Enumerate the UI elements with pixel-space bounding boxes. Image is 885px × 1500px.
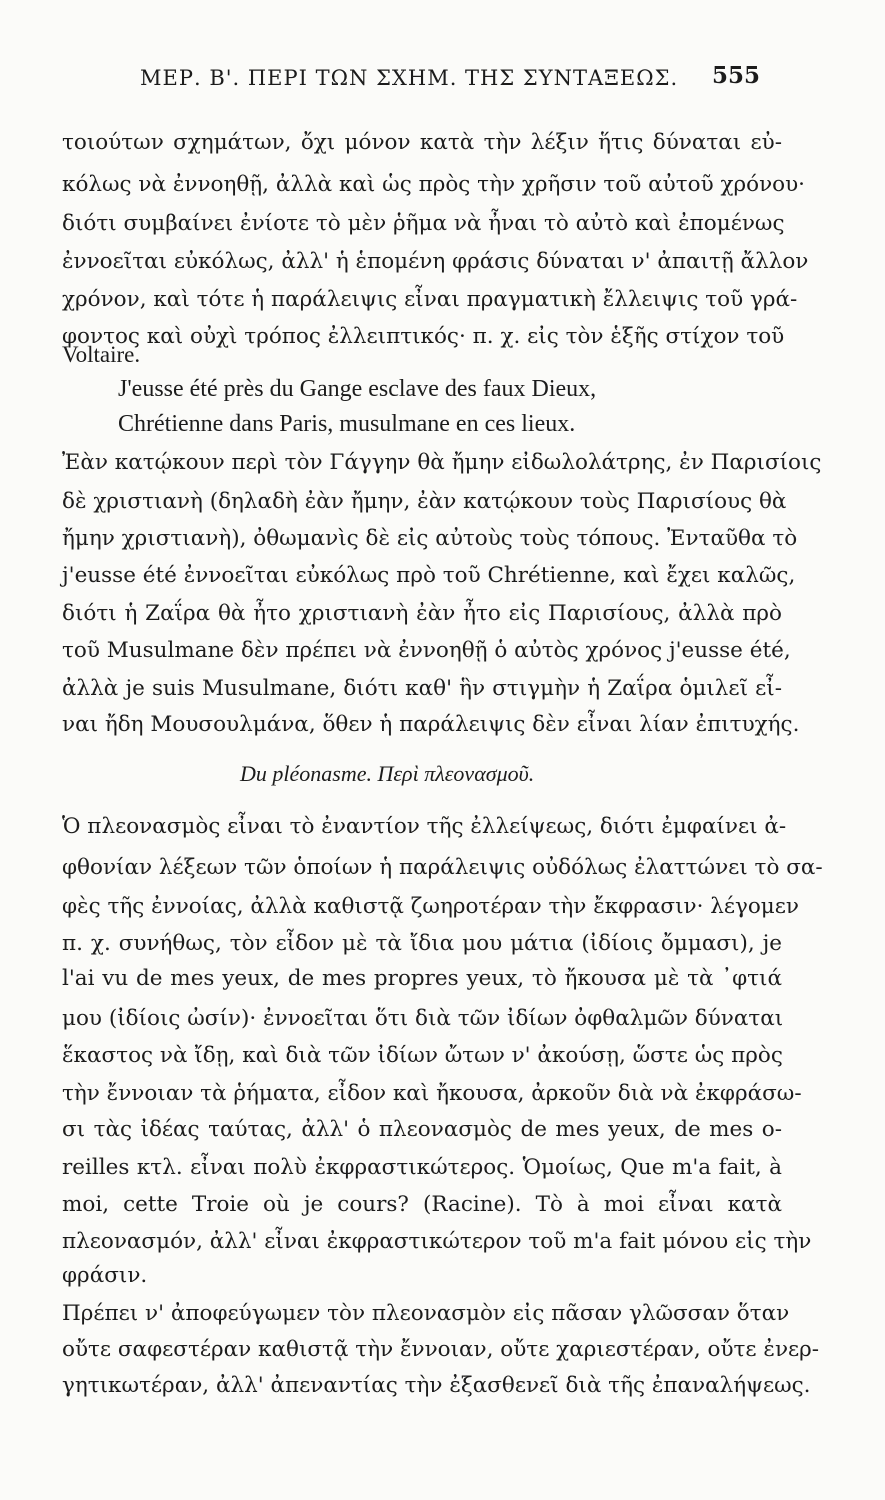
verse-line-2: Chrétienne dans Paris, musulmane en ces lieux. — [118, 411, 576, 437]
text-line: π. χ. συνήθως, τὸν εἶδον μὲ τὰ ἴδια μου μάτια (ἰδίοις ὄμμασι), je — [62, 931, 782, 956]
text-line: διότι ἡ Ζαΐρα θὰ ἦτο χριστιανὴ ἐὰν ἦτο εἰς Παρισίους, ἀλλὰ πρὸ — [62, 601, 782, 626]
text-line: Ὁ πλεονασμὸς εἶναι τὸ ἐναντίον τῆς ἐλλείψεως, διότι ἐμφαίνει ἀ- — [62, 814, 787, 839]
text-line: φοντος καὶ οὐχὶ τρόπος ἐλλειπτικός· π. χ. εἰς τὸν ἑξῆς στίχον τοῦ — [62, 324, 785, 349]
text-line: Voltaire. — [62, 342, 141, 367]
verse-line-1: J'eusse été près du Gange esclave des faux Dieux, — [118, 376, 597, 402]
text-line: Πρέπει ν' ἀποφεύγωμεν τὸν πλεονασμὸν εἰς πᾶσαν γλῶσσαν ὅταν — [62, 1301, 790, 1326]
section-heading: Du pléonasme. Περὶ πλεονασμοῦ. — [240, 761, 535, 786]
text-line: τὴν ἔννοιαν τὰ ῥήματα, εἶδον καὶ ἤκουσα, ἀρκοῦν διὰ νὰ ἐκφράσω- — [62, 1081, 802, 1106]
text-line: j'eusse été ἐννοεῖται εὐκόλως πρὸ τοῦ Chrétienne, καὶ ἔχει καλῶς, — [62, 563, 796, 588]
text-line: δὲ χριστιανὴ (δηλαδὴ ἐὰν ἤμην, ἐὰν κατῴκουν τοὺς Παρισίους θὰ — [62, 489, 787, 514]
text-line: ἀλλὰ je suis Musulmane, διότι καθ' ἣν στιγμὴν ἡ Ζαΐρα ὁμιλεῖ εἶ- — [62, 676, 782, 701]
text-line: κόλως νὰ ἐννοηθῇ, ἀλλὰ καὶ ὡς πρὸς τὴν χρῆσιν τοῦ αὐτοῦ χρόνου· — [62, 172, 806, 197]
text-line: ἤμην χριστιανὴ), ὀθωμανὶς δὲ εἰς αὐτοὺς τοὺς τόπους. Ἐνταῦθα τὸ — [62, 526, 798, 551]
text-line: Ἐὰν κατῴκουν περὶ τὸν Γάγγην θὰ ἤμην εἰδωλολάτρης, ἐν Παρισίοις — [62, 450, 822, 475]
text-line: φράσιν. — [62, 1263, 148, 1288]
text-line: διότι συμβαίνει ἐνίοτε τὸ μὲν ῥῆμα νὰ ἦναι τὸ αὐτὸ καὶ ἐπομένως — [62, 211, 785, 236]
running-title: ΜΕΡ. Β'. ΠΕΡΙ ΤΩΝ ΣΧΗΜ. ΤΗΣ ΣΥΝΤΑΞΕΩΣ. — [140, 66, 679, 90]
text-line: φὲς τῆς ἐννοίας, ἀλλὰ καθιστᾷ ζωηροτέραν τὴν ἔκφρασιν· λέγομεν — [62, 894, 799, 919]
text-line: l'ai vu de mes yeux, de mes propres yeux, τὸ ἤκουσα μὲ τὰ ᾽φτιά — [62, 966, 782, 991]
text-line: τοῦ Musulmane δὲν πρέπει νὰ ἐννοηθῇ ὁ αὐτὸς χρόνος j'eusse été, — [62, 638, 791, 663]
text-line: moi, cette Troie où je cours? (Racine). Τὸ à moi εἶναι κατὰ — [62, 1192, 782, 1217]
text-line: χρόνον, καὶ τότε ἡ παράλειψις εἶναι πραγματικὴ ἔλλειψις τοῦ γρά- — [62, 287, 798, 312]
text-line: σι τὰς ἰδέας ταύτας, ἀλλ' ὁ πλεονασμὸς de mes yeux, de mes o- — [62, 1117, 782, 1142]
text-line: μου (ἰδίοις ὠσίν)· ἐννοεῖται ὅτι διὰ τῶν ἰδίων ὀφθαλμῶν δύναται — [62, 1006, 784, 1031]
text-line: φθονίαν λέξεων τῶν ὁποίων ἡ παράλειψις οὐδόλως ἐλαττώνει τὸ σα- — [62, 855, 823, 880]
text-line: γητικωτέραν, ἀλλ' ἀπεναντίας τὴν ἐξασθενεῖ διὰ τῆς ἐπαναλήψεως. — [62, 1373, 811, 1398]
page-number: 555 — [712, 62, 761, 89]
text-line: ναι ἤδη Μουσουλμάνα, ὅθεν ἡ παράλειψις δὲν εἶναι λίαν ἐπιτυχής. — [62, 712, 800, 737]
text-line: οὔτε σαφεστέραν καθιστᾷ τὴν ἔννοιαν, οὔτε χαριεστέραν, οὔτε ἐνερ- — [62, 1337, 820, 1362]
text-line: ἕκαστος νὰ ἴδῃ, καὶ διὰ τῶν ἰδίων ὤτων ν' ἀκούσῃ, ὥστε ὡς πρὸς — [62, 1043, 783, 1068]
text-line: τοιούτων σχημάτων, ὄχι μόνον κατὰ τὴν λέξιν ἥτις δύναται εὐ- — [62, 130, 782, 155]
text-line: ἐννοεῖται εὐκόλως, ἀλλ' ἡ ἑπομένη φράσις δύναται ν' ἀπαιτῇ ἄλλον — [62, 249, 809, 274]
text-line: πλεονασμόν, ἀλλ' εἶναι ἐκφραστικώτερον τοῦ m'a fait μόνου εἰς τὴν — [62, 1229, 812, 1254]
text-line: reilles κτλ. εἶναι πολὺ ἐκφραστικώτερος. Ὁμοίως, Que m'a fait, à — [62, 1155, 782, 1180]
